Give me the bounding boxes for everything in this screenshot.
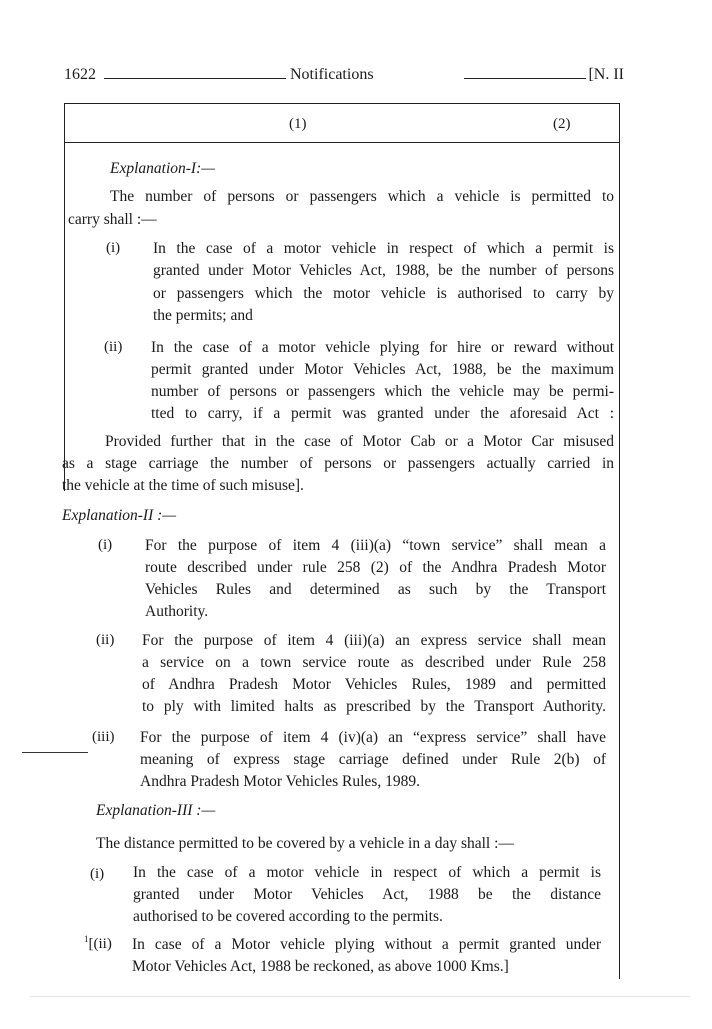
table-top-border	[64, 103, 620, 104]
header-rule-right	[464, 78, 586, 79]
footnote-mark: 1	[84, 934, 89, 944]
proviso-line-3: the vehicle at the time of such misuse].	[62, 477, 304, 494]
page-edge-rule	[30, 996, 690, 997]
column-header-1: (1)	[289, 116, 307, 132]
exp3-item-number: (i)	[90, 866, 105, 882]
exp1-item-ii-line-2: permit granted under Motor Vehicles Act, 1988, be the maximum	[151, 361, 614, 378]
explanation-1-intro-line-1: The number of persons or passengers which a vehicle is permitted to	[110, 188, 614, 205]
page-number: 1622	[64, 66, 96, 83]
explanation-1-heading: Explanation-I:—	[110, 160, 216, 177]
exp3-item-ii-line-1: In case of a Motor vehicle plying without a permit granted under	[132, 936, 601, 953]
table-right-border	[619, 103, 620, 979]
page-title: Notifications	[290, 66, 374, 83]
exp2-item-ii-line-1: For the purpose of item 4 (iii)(a) an express service shall mean	[142, 632, 606, 649]
exp2-item-iii-line-2: meaning of express stage carriage defined under Rule 2(b) of	[140, 751, 606, 768]
exp2-item-i-line-4: Authority.	[145, 603, 209, 620]
exp1-item-ii-line-3: number of persons or passengers which the vehicle may be permi-	[151, 383, 614, 400]
table-left-border	[64, 103, 65, 491]
header-rule-left	[104, 78, 286, 79]
exp1-item-number: (i)	[106, 240, 121, 256]
exp2-item-number: (iii)	[92, 729, 115, 745]
exp3-item-i-line-1: In the case of a motor vehicle in respect of which a permit is	[133, 864, 601, 881]
exp1-item-number: (ii)	[104, 339, 123, 355]
running-header	[64, 66, 624, 86]
exp2-item-number: (i)	[98, 537, 113, 553]
exp2-item-i-line-3: Vehicles Rules and determined as such by the Transport	[145, 581, 606, 598]
exp1-item-i-line-4: the permits; and	[153, 307, 253, 324]
exp3-item-number	[84, 936, 112, 953]
column-header-2: (2)	[553, 116, 571, 132]
exp3-item-i-line-3: authorised to be covered according to the permits.	[133, 908, 443, 925]
proviso-line-1: Provided further that in the case of Motor Cab or a Motor Car misused	[105, 433, 614, 450]
exp1-item-i-line-1: In the case of a motor vehicle in respect of which a permit is	[153, 240, 614, 257]
table-header-rule	[64, 142, 620, 143]
exp2-item-ii-line-4: to ply with limited halts as prescribed by the Transport Authority.	[142, 698, 606, 715]
exp2-item-ii-line-2: a service on a town service route as described under Rule 258	[142, 654, 606, 671]
explanation-3-heading: Explanation-III :—	[96, 802, 216, 819]
explanation-3-intro: The distance permitted to be covered by a vehicle in a day shall :—	[96, 835, 514, 852]
exp2-item-iii-line-1: For the purpose of item 4 (iv)(a) an “express service” shall have	[140, 729, 606, 746]
exp2-item-number: (ii)	[96, 632, 115, 648]
exp1-item-i-line-2: granted under Motor Vehicles Act, 1988, be the number of persons	[153, 262, 614, 279]
exp3-item-i-line-2: granted under Motor Vehicles Act, 1988 be the distance	[133, 886, 601, 903]
exp2-item-iii-line-3: Andhra Pradesh Motor Vehicles Rules, 1989.	[140, 773, 420, 790]
explanation-2-heading: Explanation-II :—	[62, 507, 177, 524]
exp2-item-i-line-2: route described under rule 258 (2) of the Andhra Pradesh Motor	[145, 559, 606, 576]
explanation-1-intro-line-2: carry shall :—	[68, 211, 157, 228]
exp3-item-ii-number: [(ii)	[88, 936, 112, 952]
part-reference: [N. II	[588, 66, 624, 83]
exp2-item-i-line-1: For the purpose of item 4 (iii)(a) “town service” shall mean a	[145, 537, 606, 554]
exp1-item-i-line-3: or passengers which the motor vehicle is authorised to carry by	[153, 285, 614, 302]
exp3-item-ii-line-2: Motor Vehicles Act, 1988 be reckoned, as above 1000 Kms.]	[132, 958, 509, 975]
proviso-line-2: as a stage carriage the number of persons or passengers actually carried in	[62, 455, 614, 472]
exp1-item-ii-line-1: In the case of a motor vehicle plying for hire or reward without	[151, 339, 614, 356]
exp1-item-ii-line-4: tted to carry, if a permit was granted under the aforesaid Act :	[151, 405, 614, 422]
exp2-item-ii-line-3: of Andhra Pradesh Motor Vehicles Rules, 1989 and permitted	[142, 676, 606, 693]
margin-rule	[22, 752, 88, 753]
